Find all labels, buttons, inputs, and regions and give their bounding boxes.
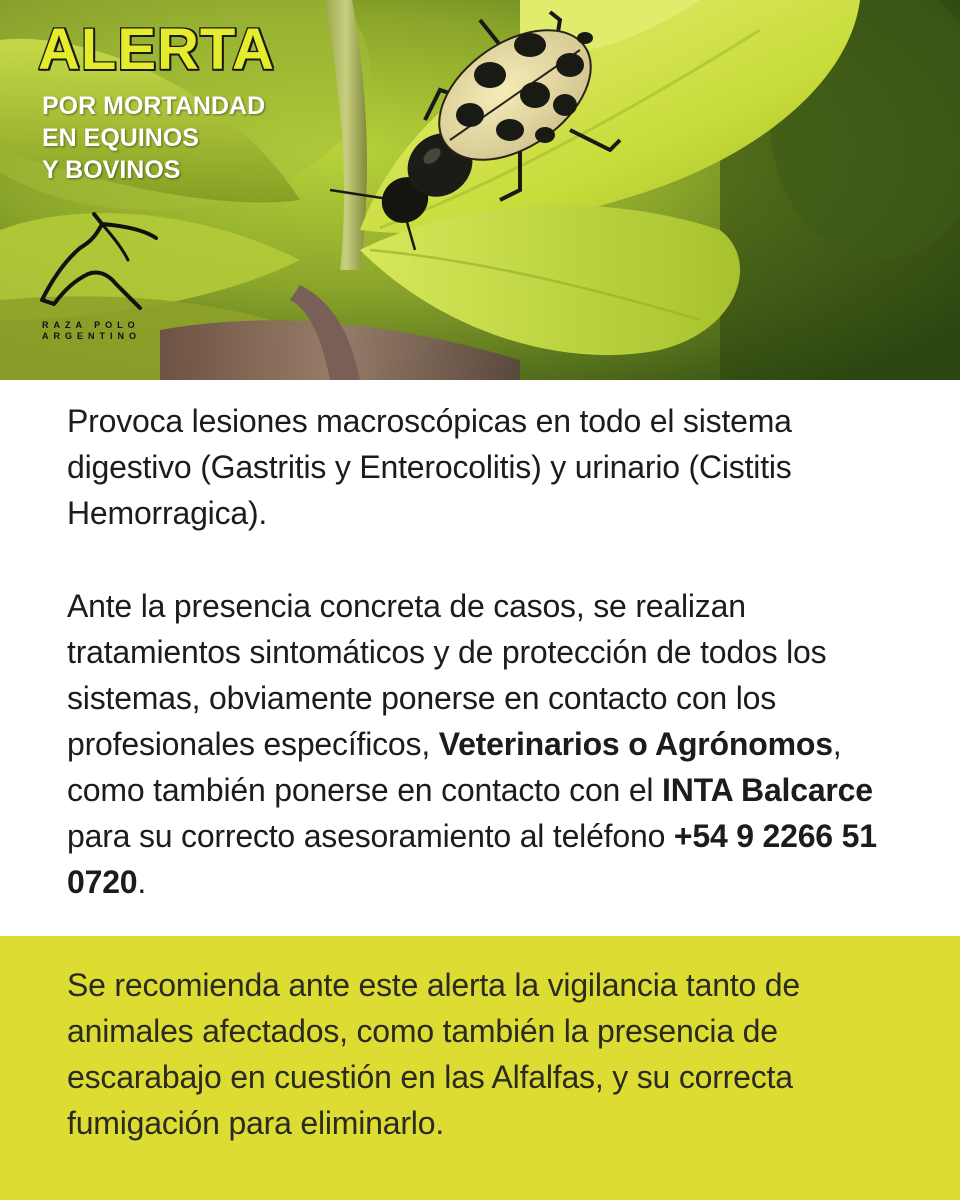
horse-head-icon <box>36 208 160 312</box>
alert-title: ALERTA <box>38 17 275 82</box>
logo-text <box>42 320 141 342</box>
highlight-professionals: Veterinarios o Agrónomos <box>438 726 833 762</box>
subtitle-line: POR MORTANDAD <box>42 92 266 120</box>
logo-line-1: RAZA POLO <box>42 320 140 330</box>
paragraph-treatment <box>67 583 917 905</box>
paragraph-text: . <box>137 864 147 900</box>
paragraph-text: Ante la presencia concreta de casos, se realizan tratamientos sintomáticos y de protección de todos los sistemas, obviamente ponerse en contacto con los profesionales específicos, <box>67 588 827 762</box>
hero-photo <box>0 0 960 380</box>
recommendation-band <box>0 936 960 1200</box>
body-section <box>0 380 960 936</box>
paragraph-lesions: Provoca lesiones macroscópicas en todo el sistema digestivo (Gastritis y Enterocolitis) y urinario (Cistitis Hemorragica). <box>67 403 792 531</box>
highlight-inta: INTA Balcarce <box>662 772 873 808</box>
subtitle-line: EN EQUINOS <box>42 124 199 152</box>
raza-polo-logo <box>36 208 166 348</box>
subtitle-line: Y BOVINOS <box>42 156 181 184</box>
paragraph-text: para su correcto asesoramiento al teléfono <box>67 818 674 854</box>
paragraph-text: , como también ponerse en contacto con el <box>67 726 842 808</box>
phone-number: +54 9 2266 51 0720 <box>67 818 877 900</box>
paragraph-recommendation: Se recomienda ante este alerta la vigilancia tanto de animales afectados, como también la presencia de escarabajo en cuestión en las Alfalfas, y su correcta fumigación para eliminarlo. <box>67 967 800 1141</box>
logo-line-2: ARGENTINO <box>42 331 141 341</box>
alert-subtitle <box>42 90 265 186</box>
